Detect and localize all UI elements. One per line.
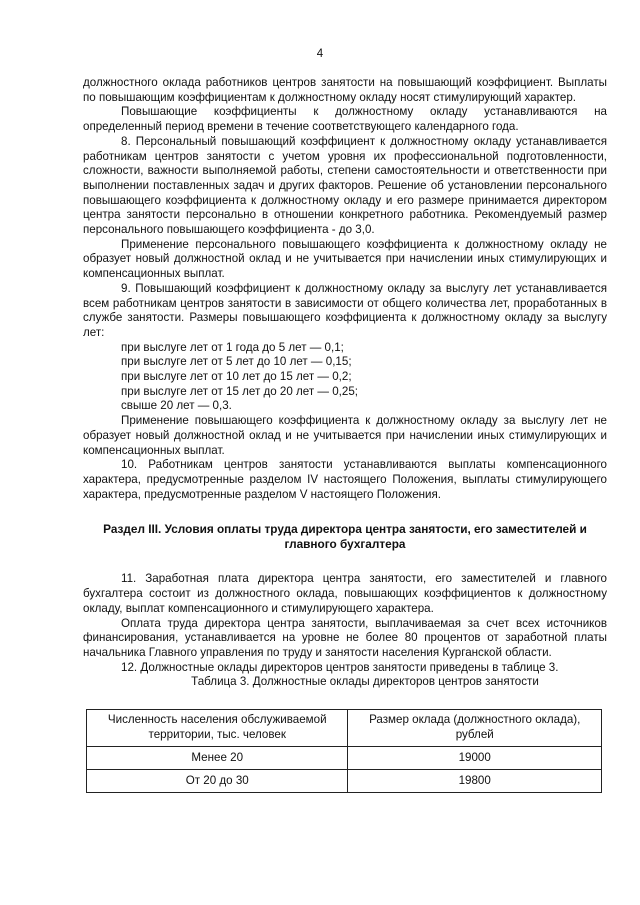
paragraph: 11. Заработная плата директора центра занятости, его заместителей и главного бухгалтера состоит из должностного оклада, повышающих коэффициентов к должностному окладу, выплат компенсационного и стимулирующего характера. [83,572,607,615]
list-item: свыше 20 лет — 0,3. [121,399,232,413]
page-number: 4 [316,48,324,60]
table-cell: 19000 [348,747,602,770]
table-cell: Менее 20 [87,747,348,770]
body-text [83,76,607,793]
table-row [87,747,602,770]
list-item: при выслуге лет от 1 года до 5 лет — 0,1; [121,340,344,354]
paragraph: 9. Повышающий коэффициент к должностному окладу за выслугу лет устанавливается всем работникам центров занятости в зависимости от общего количества лет, проработанных в службе занятости. Размеры повышающего коэффициента к должностному окладу за выслугу лет: [83,281,607,339]
list-item: при выслуге лет от 5 лет до 10 лет — 0,15; [121,355,352,369]
paragraph: Оплата труда директора центра занятости, выплачиваемая за счет всех источников финансирования, устанавливается на уровне не более 80 процентов от заработной платы начальника Главного управления по труду и занятости населения Курганской области. [83,616,607,659]
paragraph: должностного оклада работников центров занятости на повышающий коэффициент. Выплаты по повышающим коэффициентам к должностному окладу носят стимулирующий характер. [83,76,607,104]
table-header-cell: Размер оклада (должностного оклада), рублей [348,710,602,747]
paragraph: Применение повышающего коэффициента к должностному окладу за выслугу лет не образует новый должностной оклад и не учитывается при начислении иных стимулирующих и компенсационных выплат. [83,414,607,457]
paragraph: 12. Должностные оклады директоров центров занятости приведены в таблице 3. [121,660,559,674]
table-cell: От 20 до 30 [87,770,348,793]
section-heading: Раздел III. Условия оплаты труда директора центра занятости, его заместителей и главного бухгалтера [103,522,587,552]
salary-table [86,709,602,793]
table-header-cell: Численность населения обслуживаемой территории, тыс. человек [87,710,348,747]
list-item: при выслуге лет от 10 лет до 15 лет — 0,2; [121,370,352,384]
table-row [87,770,602,793]
paragraph: 8. Персональный повышающий коэффициент к должностному окладу устанавливается работникам центров занятости с учетом уровня их профессиональной подготовленности, сложности, важности выполняемой работы, степени самостоятельности и ответственности при выполнении поставленных задач и других факторов. Решение об установлении персонального повышающего коэффициента к должностному окладу и его размере принимается директором центра занятости персонально в отношении конкретного работника. Рекомендуемый размер персонального повышающего коэффициента - до 3,0. [83,134,607,237]
table-cell: 19800 [348,770,602,793]
paragraph: Повышающие коэффициенты к должностному окладу устанавливаются на определенный период времени в течение соответствующего календарного года. [83,105,607,134]
table-header-row [87,710,602,747]
paragraph: 10. Работникам центров занятости устанавливаются выплаты компенсационного характера, предусмотренные разделом IV настоящего Положения, выплаты стимулирующего характера, предусмотренные разделом V настоящего Положения. [83,458,607,501]
list-item: при выслуге лет от 15 лет до 20 лет — 0,25; [121,384,358,398]
table-caption: Таблица 3. Должностные оклады директоров центров занятости [191,675,539,689]
paragraph: Применение персонального повышающего коэффициента к должностному окладу не образует новый должностной оклад и не учитывается при начислении иных стимулирующих и компенсационных выплат. [83,237,607,281]
